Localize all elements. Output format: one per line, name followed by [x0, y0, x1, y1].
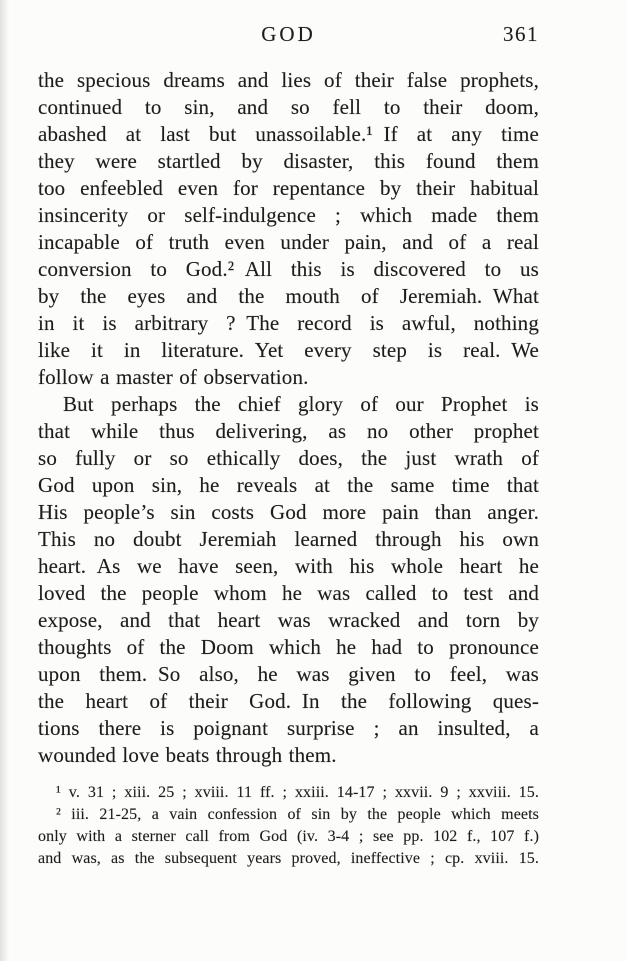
text-line: by the eyes and the mouth of Jeremiah. What [38, 284, 539, 308]
footnote [38, 782, 539, 804]
paragraph [38, 391, 539, 769]
text-line: upon them. So also, he was given to feel, was [38, 662, 539, 686]
text-line: that while thus delivering, as no other prophet [38, 419, 539, 443]
text-line: in it is arbitrary ? The record is awful, nothing [38, 311, 539, 335]
text-line: abashed at last but unassoilable.¹ If at any time [38, 122, 539, 146]
text-line: the specious dreams and lies of their false prophets, [38, 68, 539, 92]
text-line: But perhaps the chief glory of our Prophet is [63, 392, 539, 416]
text-line: continued to sin, and so fell to their doom, [38, 95, 539, 119]
text-line: insincerity or self-indulgence ; which made them [38, 203, 539, 227]
footnotes [38, 782, 539, 870]
text-line: thoughts of the Doom which he had to pronounce [38, 635, 539, 659]
text-line: wounded love beats through them. [38, 743, 337, 767]
text-line: expose, and that heart was wracked and torn by [38, 608, 539, 632]
text-line: loved the people whom he was called to test and [38, 581, 539, 605]
text-line: only with a sterner call from God (iv. 3-4 ; see pp. 102 f., 107 f.) [38, 828, 539, 845]
body-text [38, 67, 539, 769]
text-line: the heart of their God. In the following ques- [38, 689, 539, 713]
text-line: too enfeebled even for repentance by their habitual [38, 176, 539, 200]
text-line: heart. As we have seen, with his whole heart he [38, 554, 539, 578]
paragraph [38, 67, 539, 391]
text-line: This no doubt Jeremiah learned through his own [38, 527, 539, 551]
text-line: ² iii. 21-25, a vain confession of sin by the people which meets [56, 806, 539, 823]
text-line: ¹ v. 31 ; xiii. 25 ; xviii. 11 ff. ; xxiii. 14-17 ; xxvii. 9 ; xxviii. 15. [56, 784, 539, 801]
page-header [38, 22, 539, 50]
text-line: like it in literature. Yet every step is real. We [38, 338, 539, 362]
text-line: so fully or so ethically does, the just wrath of [38, 446, 539, 470]
text-line: conversion to God.² All this is discovered to us [38, 257, 539, 281]
text-line: tions there is poignant surprise ; an insulted, a [38, 716, 539, 740]
text-line: follow a master of observation. [38, 365, 309, 389]
text-line: His people’s sin costs God more pain than anger. [38, 500, 539, 524]
footnote [38, 804, 539, 870]
page-number: 361 [503, 22, 539, 46]
page-content [38, 67, 539, 870]
text-line: incapable of truth even under pain, and of a real [38, 230, 539, 254]
text-line: they were startled by disaster, this found them [38, 149, 539, 173]
text-line: God upon sin, he reveals at the same time that [38, 473, 539, 497]
running-head-title: GOD [261, 22, 316, 46]
text-line: and was, as the subsequent years proved, ineffective ; cp. xviii. 15. [38, 850, 539, 867]
